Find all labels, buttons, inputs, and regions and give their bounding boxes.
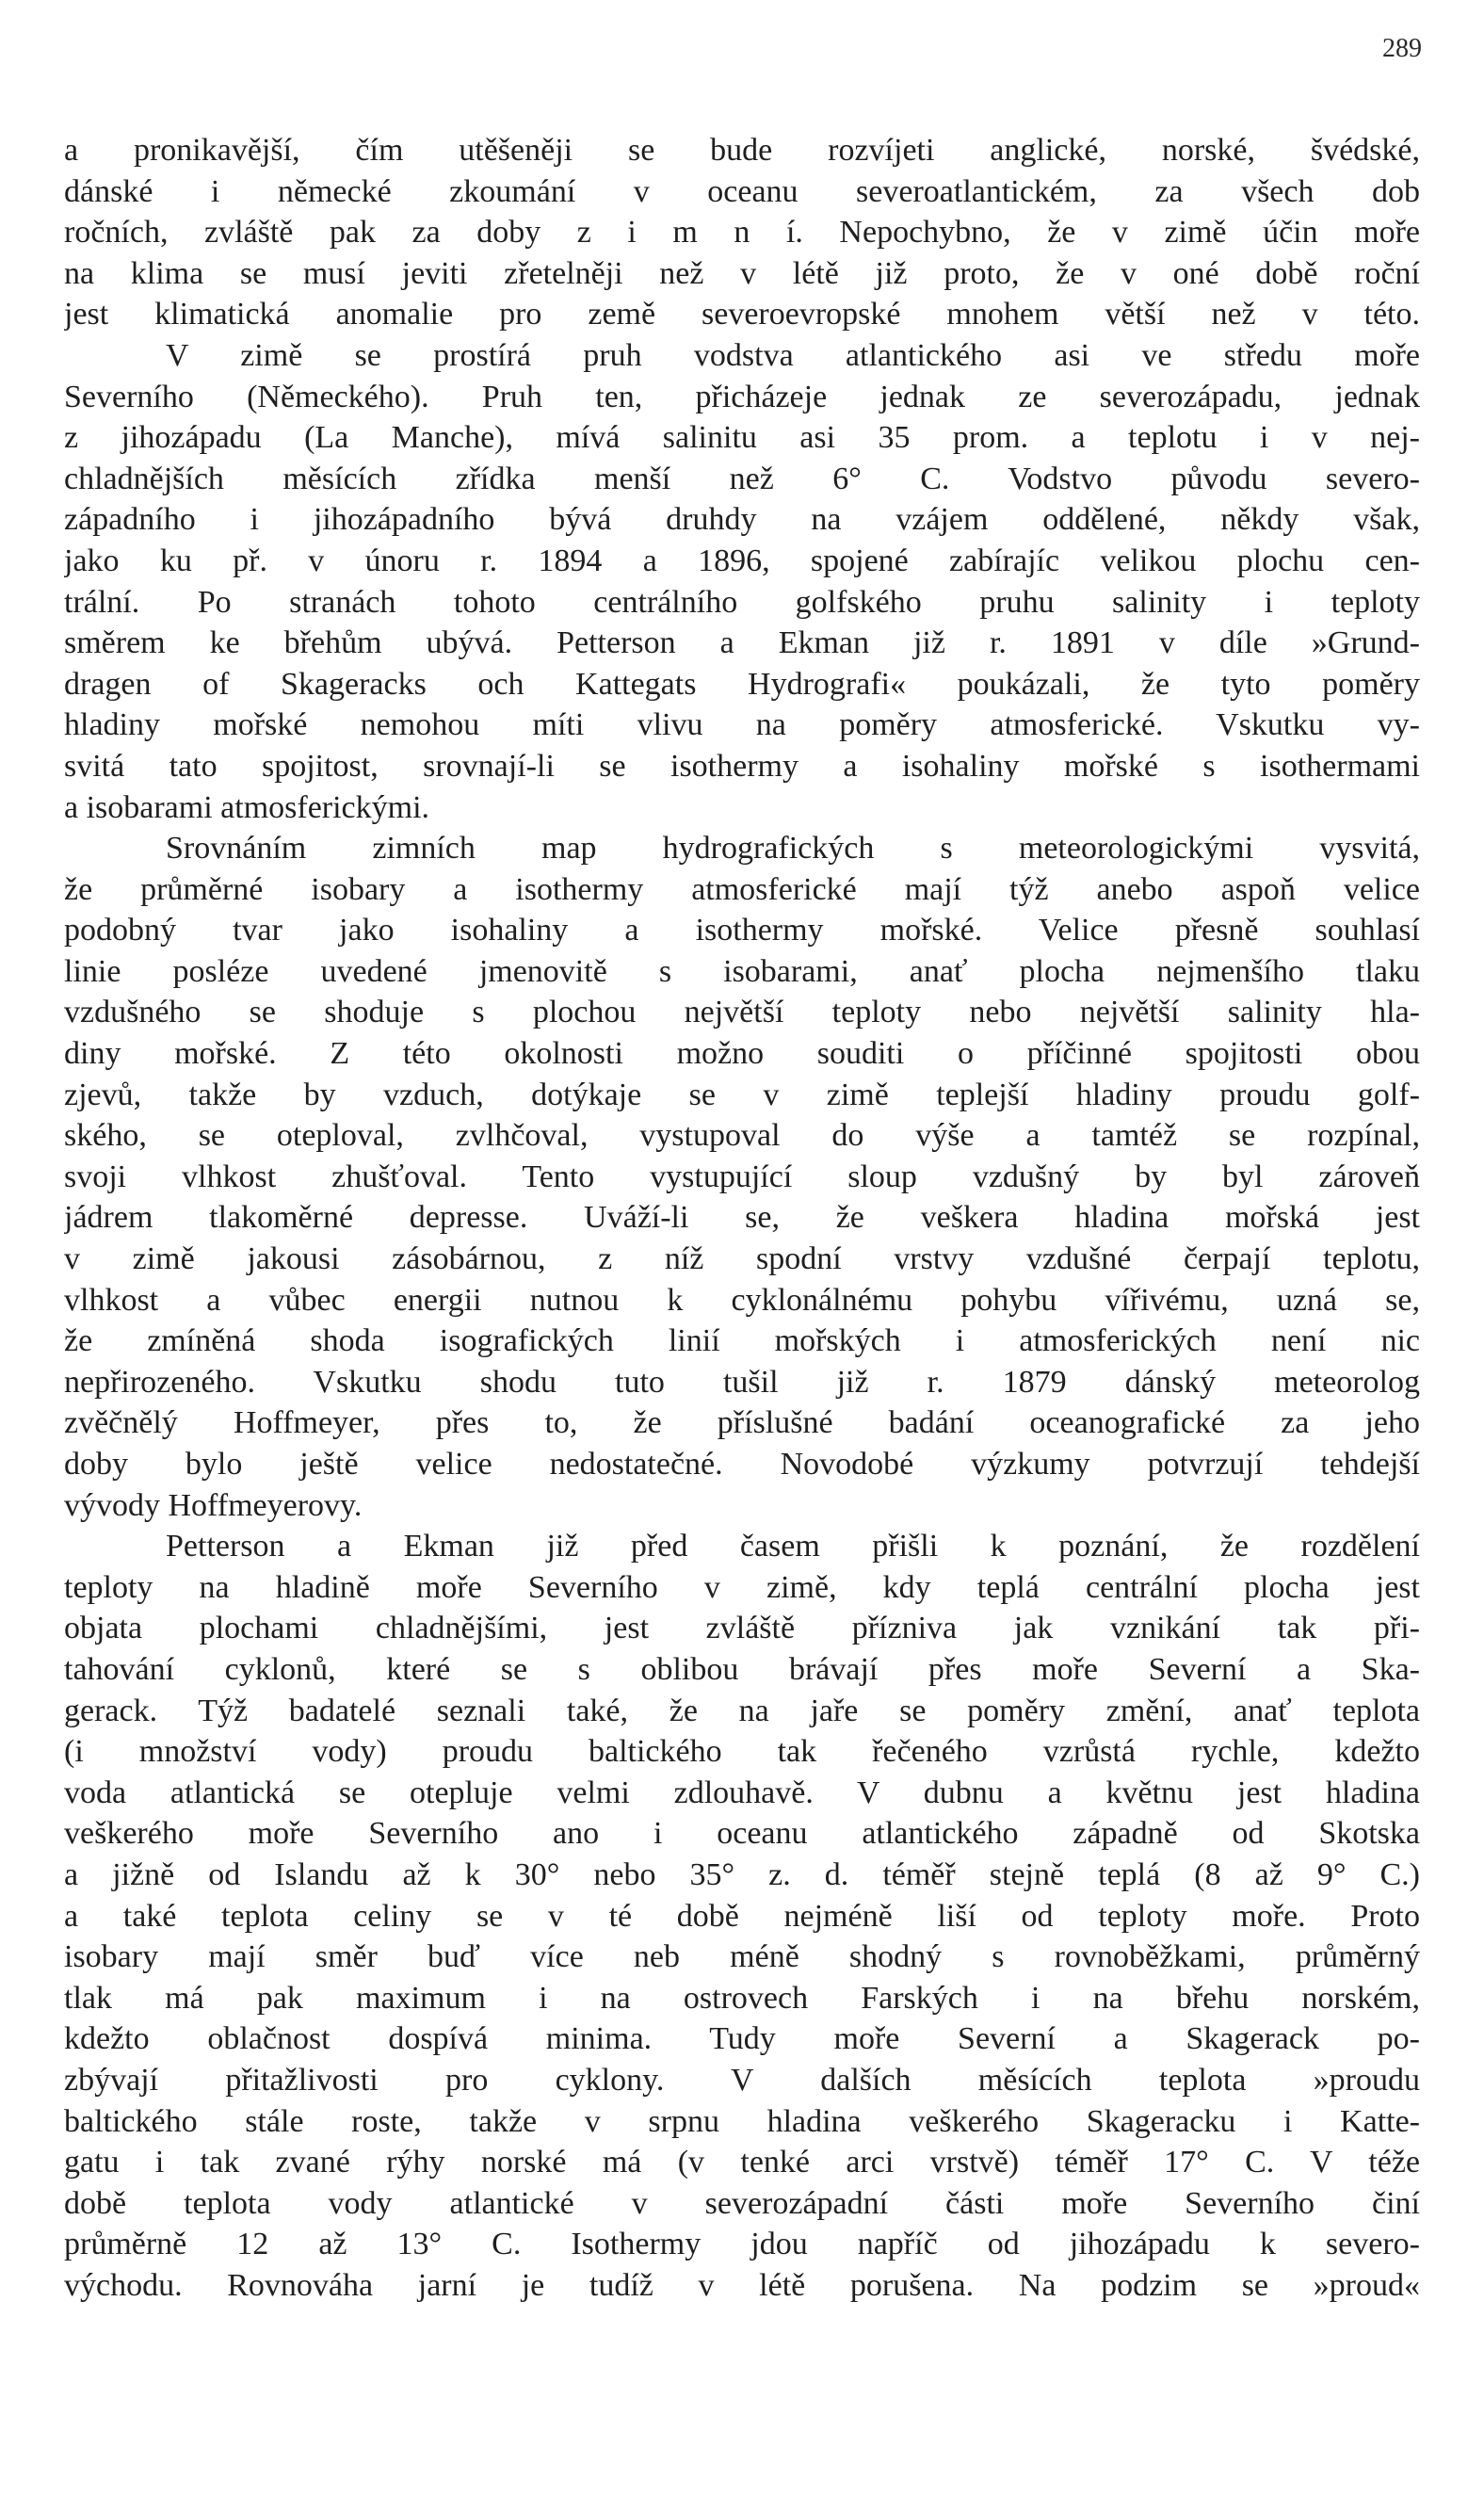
- page-number: 289: [1382, 34, 1422, 63]
- text-line: V zimě se prostírá pruh vodstva atlantického asi ve středu moře: [166, 337, 1420, 373]
- text-line: doby bylo ještě velice nedostatečné. Novodobé výzkumy potvrzují tehdejší: [64, 1447, 1420, 1482]
- text-line: teploty na hladině moře Severního v zimě, kdy teplá centrální plocha jest: [64, 1569, 1420, 1605]
- text-line: kdežto oblačnost dospívá minima. Tudy moře Severní a Skagerack po-: [64, 2021, 1420, 2057]
- text-line: objata plochami chladnějšími, jest zvláště příznivа jak vznikání tak při-: [64, 1611, 1420, 1646]
- text-line: v zimě jakousi zásobárnou, z níž spodní vrstvy vzdušné čerpají teplotu,: [64, 1241, 1420, 1277]
- text-line: dánské i německé zkoumání v oceanu severoatlantickém, za všech dob: [64, 173, 1420, 209]
- text-line: z jihozápadu (La Manche), mívá salinitu asi 35 prom. a teplotu i v nej-: [64, 420, 1420, 456]
- text-line: tahování cyklonů, které se s oblibou brávají přes moře Severní a Ska-: [64, 1651, 1420, 1687]
- text-line: na klima se musí jeviti zřetelněji než v létě již proto, že v oné době roční: [64, 255, 1420, 291]
- text-line: vývody Hoffmeyerovy.: [64, 1487, 363, 1523]
- text-line: Severního (Německého). Pruh ten, přicházeje jednak ze severozápadu, jednak: [64, 379, 1420, 414]
- text-line: ského, se oteploval, zvlhčoval, vystupoval do výše a tamtéž se rozpínal,: [64, 1118, 1420, 1154]
- text-line: podobný tvar jako isohaliny a isothermy mořské. Velice přesně souhlasí: [64, 913, 1420, 948]
- text-line: jest klimatická anomalie pro země severoevropské mnohem větší než v této.: [64, 297, 1420, 332]
- text-line: chladnějších měsících zřídka menší než 6° C. Vodstvo původu severo-: [64, 461, 1420, 496]
- text-line: že průměrné isobary a isothermy atmosferické mají týž anebo aspoň velice: [64, 871, 1420, 907]
- text-line: vlhkost a vůbec energii nutnou k cyklonálnému pohybu vířivému, uzná se,: [64, 1282, 1420, 1318]
- text-line: voda atlantická se otepluje velmi zdlouhavě. V dubnu a květnu jest hladina: [64, 1775, 1420, 1810]
- text-line: jako ku př. v únoru r. 1894 a 1896, spojené zabírajíc velikou plochu cen-: [64, 543, 1420, 578]
- text-line: linie posléze uvedené jmenovitě s isobarami, anať plocha nejmenšího tlaku: [64, 953, 1420, 989]
- text-line: tlak má pak maximum i na ostrovech Farských i na břehu norském,: [64, 1980, 1420, 2016]
- text-line: a také teplota celiny se v té době nejméně liší od teploty moře. Proto: [64, 1898, 1420, 1934]
- text-line: diny mořské. Z této okolnosti možno souditi o příčinné spojitosti obou: [64, 1036, 1420, 1072]
- text-line: zjevů, takže by vzduch, dotýkaje se v zimě teplejší hladiny proudu golf-: [64, 1077, 1420, 1112]
- text-line: gerack. Týž badatelé seznali také, že na jaře se poměry změní, anať teplota: [64, 1693, 1420, 1728]
- text-line: a pronikavější, čím utěšeněji se bude rozvíjeti anglické, norské, švédské,: [64, 133, 1420, 168]
- text-line: isobary mají směr buď více neb méně shodný s rovnoběžkami, průměrný: [64, 1939, 1420, 1975]
- text-line: západního i jihozápadního bývá druhdy na vzájem oddělené, někdy však,: [64, 502, 1420, 538]
- text-line: a isobarami atmosferickými.: [64, 789, 430, 825]
- text-line: hladiny mořské nemohou míti vlivu na poměry atmosferické. Vskutku vy-: [64, 707, 1420, 743]
- text-line: a jižně od Islandu až k 30° nebo 35° z. d. téměř stejně teplá (8 až 9° C.): [64, 1856, 1420, 1892]
- text-line: svitá tato spojitost, srovnají-li se isothermy a isohaliny mořské s isothermami: [64, 748, 1420, 784]
- text-line: veškerého moře Severního ano i oceanu atlantického západně od Skotska: [64, 1816, 1420, 1852]
- text-line: vzdušného se shoduje s plochou největší teploty nebo největší salinity hla-: [64, 995, 1420, 1030]
- text-line: trální. Po stranách tohoto centrálního golfského pruhu salinity i teploty: [64, 584, 1420, 620]
- text-line: době teplota vody atlantické v severozápadní části moře Severního činí: [64, 2185, 1420, 2221]
- text-line: zbývají přitažlivosti pro cyklony. V dalších měsících teplota »proudu: [64, 2062, 1420, 2098]
- text-line: že zmíněná shoda isografických linií mořských i atmosferických není nic: [64, 1323, 1420, 1359]
- text-line: nepřirozeného. Vskutku shodu tuto tušil již r. 1879 dánský meteorolog: [64, 1364, 1420, 1400]
- text-line: ročních, zvláště pak za doby z i m n í. Nepochybno, že v zimě účin moře: [64, 215, 1420, 251]
- text-line: průměrně 12 až 13° C. Isothermy jdou napříč od jihozápadu k severo-: [64, 2227, 1420, 2262]
- text-line: Petterson a Ekman již před časem přišli k poznání, že rozdělení: [166, 1529, 1420, 1564]
- text-line: dragen of Skageracks och Kattegats Hydrografi« poukázali, že tyto poměry: [64, 666, 1420, 702]
- text-line: (i množství vody) proudu baltického tak řečeného vzrůstá rychle, kdežto: [64, 1734, 1420, 1770]
- text-line: svoji vlhkost zhušťoval. Tento vystupující sloup vzdušný by byl zároveň: [64, 1159, 1420, 1194]
- body-text: [64, 130, 1420, 2306]
- text-line: směrem ke břehům ubývá. Petterson a Ekman již r. 1891 v díle »Grund-: [64, 625, 1420, 661]
- text-line: Srovnáním zimních map hydrografických s meteorologickými vysvitá,: [166, 831, 1420, 867]
- text-line: baltického stále roste, takže v srpnu hladina veškerého Skageracku i Katte-: [64, 2103, 1420, 2139]
- text-line: gatu i tak zvané rýhy norské má (v tenké arci vrstvě) téměř 17° C. V téže: [64, 2145, 1420, 2180]
- text-line: východu. Rovnováha jarní je tudíž v létě porušena. Na podzim se »proud«: [64, 2267, 1420, 2303]
- text-line: zvěčnělý Hoffmeyer, přes to, že příslušné badání oceanografické za jeho: [64, 1405, 1420, 1441]
- text-line: jádrem tlakoměrné depresse. Uváží-li se, že veškera hladina mořská jest: [64, 1200, 1420, 1236]
